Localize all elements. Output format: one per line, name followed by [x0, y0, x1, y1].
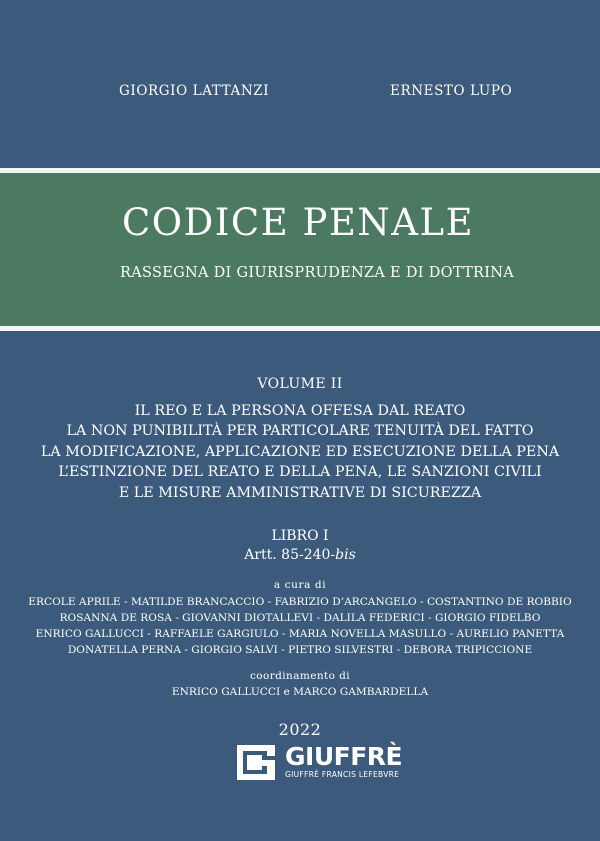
- title-band: [0, 168, 600, 331]
- contents-line: IL REO E LA PERSONA OFFESA DAL REATO: [134, 403, 466, 419]
- coordinators: ENRICO GALLUCCI e MARCO GAMBARDELLA: [171, 686, 429, 698]
- editors-line: ERCOLE APRILE - MATILDE BRANCACCIO - FABRIZIO D’ARCANGELO - COSTANTINO DE ROBBIO: [28, 596, 572, 608]
- band-top-rule: [0, 168, 600, 173]
- book-subtitle: RASSEGNA DI GIURISPRUDENZA E DI DOTTRINA: [120, 265, 515, 281]
- editors-line: DONATELLA PERNA - GIORGIO SALVI - PIETRO SILVESTRI - DEBORA TRIPICCIONE: [67, 644, 533, 656]
- publication-year: 2022: [278, 720, 322, 739]
- contents-line: E LE MISURE AMMINISTRATIVE DI SICUREZZA: [118, 484, 482, 501]
- publisher-name: GIUFFRÈ: [285, 742, 403, 771]
- author-left: GIORGIO LATTANZI: [119, 83, 270, 99]
- libro-label: LIBRO I: [271, 528, 329, 544]
- book-title: CODICE PENALE: [122, 201, 475, 244]
- authors: [0, 83, 600, 103]
- articles-range: [0, 547, 600, 563]
- volume-contents: [0, 401, 600, 503]
- author-right: ERNESTO LUPO: [390, 83, 513, 99]
- articles-range-suffix: bis: [335, 547, 356, 563]
- volume-label: VOLUME II: [257, 376, 343, 392]
- band-bottom-rule: [0, 326, 600, 331]
- editors-list: [0, 594, 600, 658]
- publisher-logo: [237, 742, 403, 784]
- editors-line: ROSANNA DE ROSA - GIOVANNI DIOTALLEVI - DALILA FEDERICI - GIORGIO FIDELBO: [59, 612, 541, 624]
- publisher-subname: GIUFFRÈ FRANCIS LEFEBVRE: [285, 770, 400, 779]
- contents-line: LA NON PUNIBILITÀ PER PARTICOLARE TENUITÀ DEL FATTO: [66, 423, 534, 440]
- curated-by-label: a cura di: [273, 579, 327, 591]
- contents-line: LA MODIFICAZIONE, APPLICAZIONE ED ESECUZIONE DELLA PENA: [40, 443, 560, 460]
- editors-line: ENRICO GALLUCCI - RAFFAELE GARGIULO - MARIA NOVELLA MASULLO - AURELIO PANETTA: [35, 628, 565, 640]
- articles-range-prefix: Artt. 85-240-: [244, 547, 336, 563]
- coordination-label: coordinamento di: [250, 670, 350, 682]
- contents-line: L’ESTINZIONE DEL REATO E DELLA PENA, LE SANZIONI CIVILI: [58, 464, 542, 481]
- giuffre-g-logo-icon: [237, 745, 275, 780]
